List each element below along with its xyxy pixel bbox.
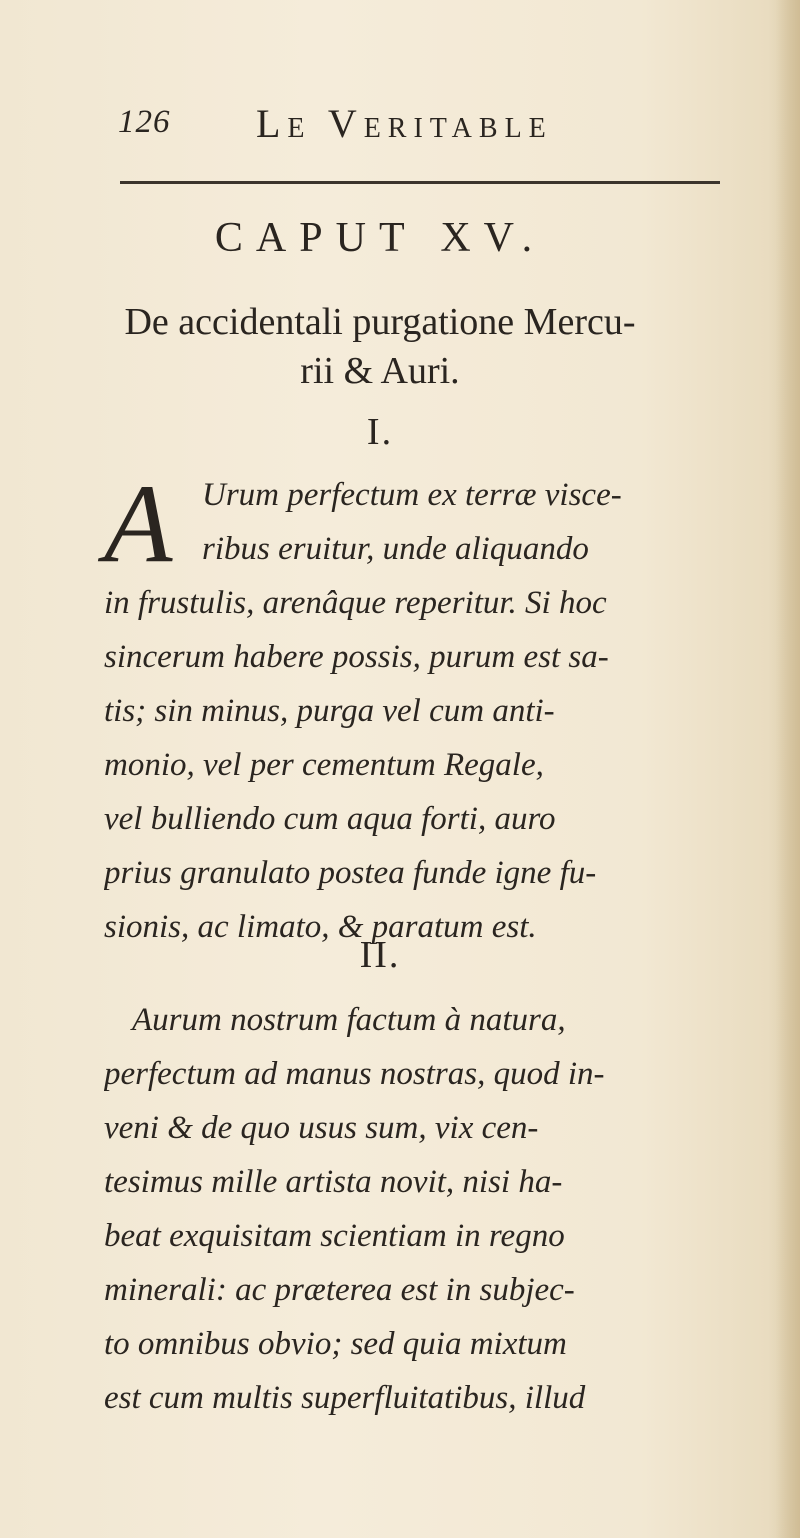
chapter-subtitle-line: De accidentali purgatione Mercu- [124, 301, 636, 343]
page-number: 126 [118, 104, 171, 140]
text-line: in frustulis, arenâque reperitur. Si hoc [104, 585, 607, 621]
text-line: tis; sin minus, purga vel cum anti- [104, 693, 555, 729]
text-line: vel bulliendo cum aqua forti, auro [104, 801, 556, 837]
running-head [118, 101, 638, 154]
section-numeral: II. [359, 934, 401, 976]
text-line: prius granulato postea funde igne fu- [104, 855, 597, 891]
section-numeral: I. [366, 411, 394, 453]
text-line: sionis, ac limato, & paratum est. [104, 909, 537, 945]
text-line: Aurum nostrum factum à natura, [132, 1002, 566, 1038]
text-line: monio, vel per cementum Regale, [104, 747, 544, 783]
text-line: ribus eruitur, unde aliquando [202, 531, 589, 567]
text-line: sincerum habere possis, purum est sa- [104, 639, 609, 675]
text-line: minerali: ac præterea est in subjec- [104, 1272, 575, 1308]
header-rule [120, 181, 720, 184]
running-title: Le Veritable [256, 101, 553, 146]
text-line: perfectum ad manus nostras, quod in- [104, 1056, 605, 1092]
drop-cap: A [104, 462, 173, 586]
page-edge-shadow [776, 0, 800, 1538]
section-paragraph [104, 462, 744, 954]
text-line: est cum multis superfluitatibus, illud [104, 1380, 586, 1416]
text-line: Urum perfectum ex terræ visce- [202, 477, 622, 513]
text-line: veni & de quo usus sum, vix cen- [104, 1110, 539, 1146]
chapter-subtitle [100, 298, 660, 396]
text-line: beat exquisitam scientiam in regno [104, 1218, 565, 1254]
section-paragraph [104, 993, 744, 1425]
text-line: tesimus mille artista novit, nisi ha- [104, 1164, 563, 1200]
chapter-subtitle-line: rii & Auri. [300, 350, 460, 392]
chapter-title: CAPUT XV. [214, 215, 546, 261]
text-line: to omnibus obvio; sed quia mixtum [104, 1326, 567, 1362]
